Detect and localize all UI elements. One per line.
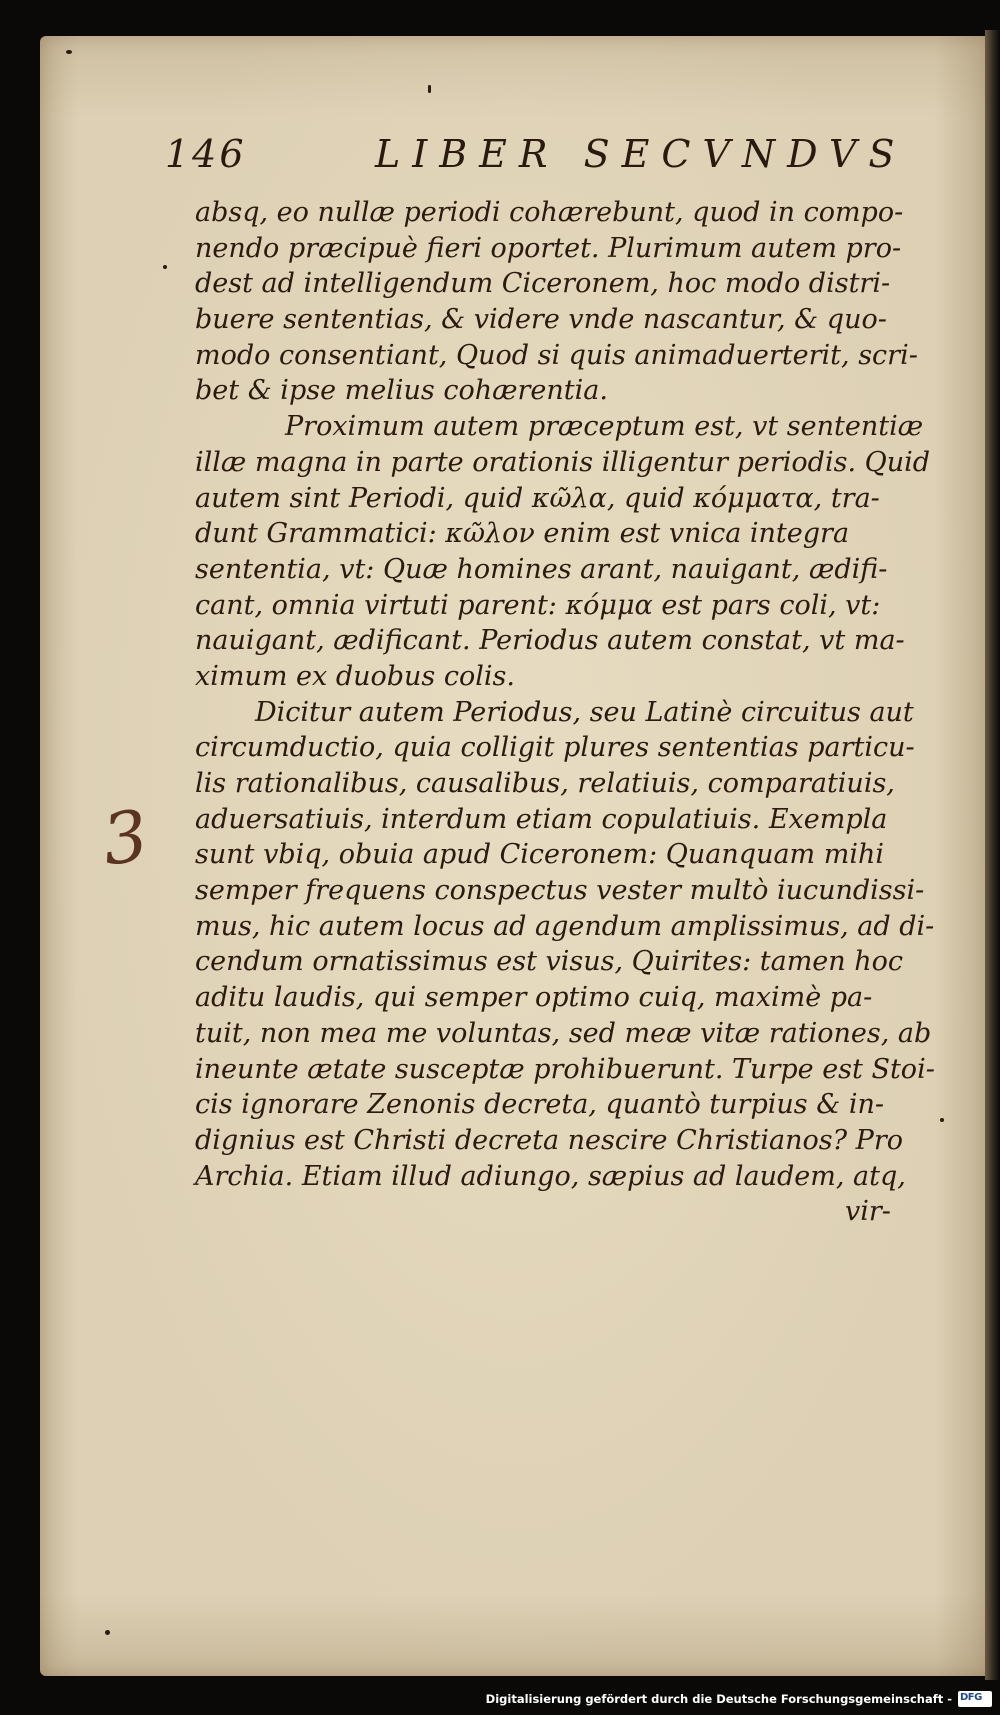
- text-line: cant, omnia virtuti parent: κόμμα est pars coli, vt:: [195, 589, 881, 621]
- text-line: absq, eo nullæ periodi cohærebunt, quod in compo-: [195, 197, 904, 228]
- ink-spot: [940, 1118, 944, 1122]
- text-line: ineunte ætate susceptæ prohibuerunt. Turpe est Stoi-: [195, 1053, 935, 1085]
- text-line: aduersatiuis, interdum etiam copulatiuis. Exempla: [195, 803, 888, 835]
- text-line: Dicitur autem Periodus, seu Latinè circuitus aut: [255, 696, 914, 728]
- text-line: aditu laudis, qui semper optimo cuiq, maximè pa-: [195, 982, 873, 1014]
- text-line: mus, hic autem locus ad agendum amplissimus, ad di-: [195, 910, 935, 942]
- text-line: ximum ex duobus colis.: [195, 660, 515, 692]
- handwritten-margin-mark: 3: [97, 794, 154, 882]
- text-line: sunt vbiq, obuia apud Ciceronem: Quanquam mihi: [195, 839, 885, 871]
- text-line: dignius est Christi decreta nescire Christianos? Pro: [195, 1124, 903, 1156]
- ink-spot: [105, 1630, 110, 1635]
- body-text: [195, 195, 955, 1230]
- text-line: cendum ornatissimus est visus, Quirites: tamen hoc: [195, 946, 904, 978]
- text-line: buere sententias, & videre vnde nascantur, & quo-: [195, 304, 887, 336]
- ink-spot: [428, 85, 431, 93]
- text-line: cis ignorare Zenonis decreta, quantò turpius & in-: [195, 1089, 884, 1121]
- text-line: circumductio, quia colligit plures sententias particu-: [195, 732, 915, 764]
- footer-bar: [0, 1686, 1000, 1715]
- text-line: illæ magna in parte orationis illigentur periodis. Quid: [195, 446, 931, 478]
- funding-credit: Digitalisierung gefördert durch die Deutsche Forschungsgemeinschaft -: [485, 1692, 952, 1706]
- catchword: vir-: [845, 1196, 891, 1228]
- text-line: tuit, non mea me voluntas, sed meæ vitæ rationes, ab: [195, 1017, 932, 1049]
- ink-spot: [66, 50, 72, 54]
- ink-spot: [163, 265, 167, 269]
- dfg-logo-text: DFG: [960, 1692, 982, 1703]
- book-edge-shadow: [985, 30, 1000, 1680]
- text-line: nendo præcipuè fieri oportet. Plurimum autem pro-: [195, 232, 902, 264]
- page-number: 146: [165, 132, 247, 176]
- page-header: [165, 132, 907, 182]
- text-line: modo consentiant, Quod si quis animaduerterit, scri-: [195, 339, 918, 371]
- text-line: bet & ipse melius cohærentia.: [195, 375, 608, 407]
- text-line: dest ad intelligendum Ciceronem, hoc modo distri-: [195, 268, 891, 300]
- text-line: Proximum autem præceptum est, vt sententiæ: [285, 411, 924, 443]
- text-line: dunt Grammatici: κῶλον enim est vnica integra: [195, 518, 850, 550]
- text-line: semper frequens conspectus vester multò iucundissi-: [195, 875, 925, 907]
- running-head: LIBER SECVNDVS: [375, 132, 907, 176]
- text-line: autem sint Periodi, quid κῶλα, quid κόμματα, tra-: [195, 482, 880, 514]
- text-line: sententia, vt: Quæ homines arant, nauigant, ædifi-: [195, 553, 888, 585]
- text-line: nauigant, ædificant. Periodus autem constat, vt ma-: [195, 625, 905, 657]
- dfg-logo: [958, 1691, 992, 1707]
- text-line: Archia. Etiam illud adiungo, sæpius ad laudem, atq,: [195, 1160, 906, 1192]
- text-line: lis rationalibus, causalibus, relatiuis, comparatiuis,: [195, 768, 895, 799]
